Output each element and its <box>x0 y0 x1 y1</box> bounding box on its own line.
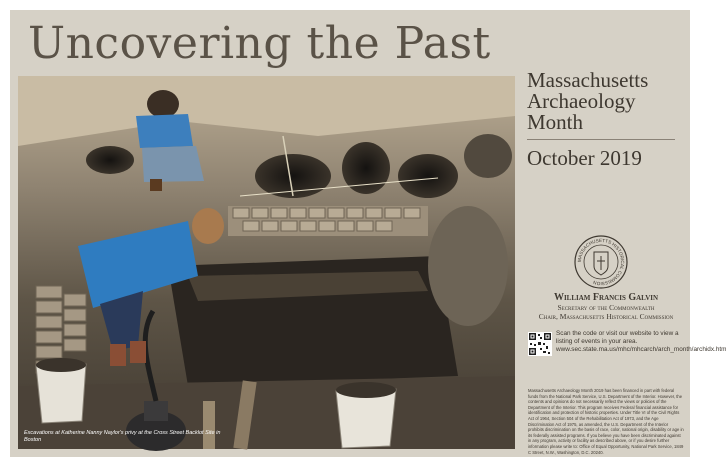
event-line-1: Massachusetts <box>527 68 649 92</box>
excavation-photo <box>18 76 515 449</box>
commission-seal-icon <box>574 235 628 289</box>
event-line-2: Archaeology <box>527 89 636 113</box>
scan-instructions: Scan the code or visit our website to view a listing of events in your area. www.sec.state.ma.us/mhc/mhcarch/arch_month/archidx.htm <box>556 330 726 353</box>
qr-code-icon[interactable] <box>528 332 552 356</box>
event-block <box>527 70 685 171</box>
event-line-3: Month <box>527 110 584 134</box>
signature-block <box>527 292 685 321</box>
seal-ring-text: MASSACHUSETTS HISTORICAL COMMISSION <box>576 237 626 287</box>
signatory-name: William Francis Galvin <box>553 292 659 303</box>
poster <box>10 10 726 457</box>
signatory-role-1: Secretary of the Commonwealth <box>557 303 655 312</box>
photo-caption: Excavations at Katherine Nanny Naylor's privy at the Cross Street Backlot Site in Boston <box>24 430 221 443</box>
signatory-role-2: Chair, Massachusetts Historical Commission <box>538 312 674 321</box>
divider <box>527 139 675 140</box>
funding-disclaimer: Massachusetts Archaeology Month 2019 has been financed in part with federal funds from the National Park Service, U.S. Department of the Interior. However, the contents and opinions do not necessarily reflect the views or policies of the Department of the Interior. This program receives Federal financial assistance for identification and protection of historic properties. Under Title VI of the Civil Rights Act of 1964, Section 504 of the Rehabilitation Act of 1973, and the Age Discrimination Act of 1975, as amended, the U.S. Department of the Interior prohibits discrimination on the basis of race, color, national origin, disability or age in its federally assisted programs. If you believe you have been discriminated against in any program, activity or facility as described above, or if you desire further information please write to: Office of Equal Opportunity, National Park Service, 1849 C Street, N.W., Washington, D.C. 20240. <box>528 388 684 455</box>
event-date: October 2019 <box>527 146 642 170</box>
poster-title: Uncovering the Past <box>28 18 491 69</box>
